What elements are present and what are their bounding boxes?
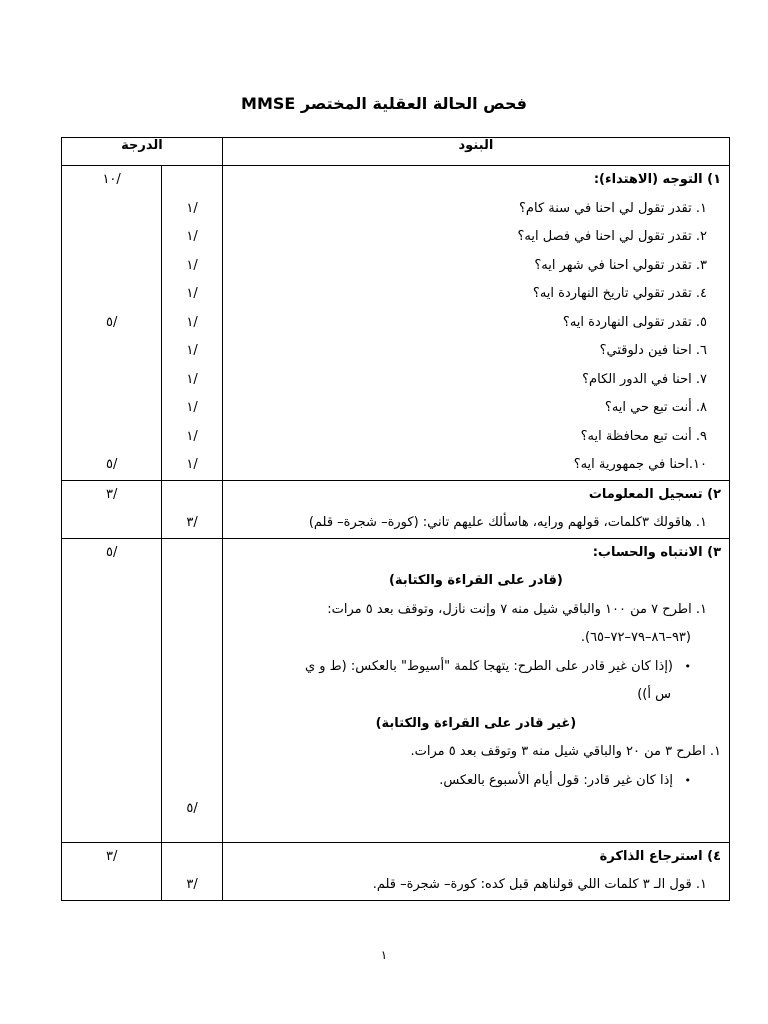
item-score: /٣ — [186, 877, 198, 892]
item-score: /١ — [186, 257, 198, 273]
section-heading: ٢) تسجيل المعلومات — [588, 486, 721, 502]
section-heading: ١) التوجه (الاهتداء): — [593, 172, 721, 187]
subtotal-score: /٥ — [105, 314, 118, 330]
section-score: /٣ — [105, 848, 118, 864]
item-score: /١ — [186, 343, 198, 358]
list-item: ١. قول الـ ٣ كلمات اللي قولناهم قبل كده: كورة– شجرة– قلم. — [372, 877, 707, 892]
item-score: /٣ — [186, 515, 198, 530]
list-item: ٩. أنت تبع محافظة ايه؟ — [580, 428, 707, 444]
list-item: ١. هاقولك ٣كلمات، قولهم ورايه، هاسألك عليهم تاني: (كورة– شجرة– قلم) — [308, 515, 707, 530]
bullet-item: • (إذا كان غير قادر على الطرح: يتهجا كلمة "أسيوط" بالعكس: (ط و ي — [223, 653, 729, 682]
section-heading: ٤) استرجاع الذاكرة — [599, 848, 721, 864]
literate-heading: (قادر على القراءة والكتابة) — [388, 573, 563, 588]
item-score: /١ — [186, 286, 198, 301]
illiterate-heading: (غير قادر على القراءة والكتابة) — [375, 715, 577, 731]
bullet-item: • إذا كان غير قادر: قول أيام الأسبوع بالعكس. — [223, 767, 729, 796]
page-number: ١ — [380, 948, 388, 962]
list-item: ٦. احنا فين دلوقتي؟ — [599, 343, 707, 358]
section-heading: ٣) الانتباه والحساب: — [592, 544, 721, 560]
item-score: /١ — [186, 200, 198, 216]
item-score: /١ — [186, 229, 198, 244]
section-attention — [62, 538, 730, 842]
list-item: ٣. تقدر تقولي احنا في شهر ايه؟ — [534, 257, 707, 273]
section-score: /١٠ — [102, 172, 121, 187]
item-score: /٥ — [186, 801, 198, 816]
subtotal-score: /٥ — [105, 457, 118, 472]
list-item: ٥. تقدر تقولى النهاردة ايه؟ — [562, 314, 707, 330]
section-orientation — [62, 166, 730, 481]
list-item: ١. اطرح ٣ من ٢٠ والباقي شيل منه ٣ وتوقف بعد ٥ مرات. — [410, 744, 721, 759]
item-score: /١ — [186, 400, 198, 415]
list-item: ٤. تقدر تقولي تاريخ النهاردة ايه؟ — [532, 286, 707, 301]
list-item: ٧. احنا في الدور الكام؟ — [582, 371, 707, 387]
section-registration — [62, 480, 730, 538]
section-recall — [62, 842, 730, 900]
bullet-icon — [673, 773, 691, 788]
table-header-row — [62, 138, 730, 166]
item-score: /١ — [186, 371, 198, 387]
item-score: /١ — [186, 457, 198, 472]
section-score: /٥ — [105, 544, 118, 560]
list-item: ٨. أنت تبع حي ايه؟ — [604, 400, 707, 415]
list-item: ١. تقدر تقول لي احنا في سنة كام؟ — [519, 200, 707, 216]
page-title: فحص الحالة العقلية المختصر MMSE — [241, 94, 527, 113]
series-text: (٩٣–٨٦–٧٩–٧٢–٦٥). — [580, 630, 691, 645]
list-item: ١. اطرح ٧ من ١٠٠ والباقي شيل منه ٧ وإنت نازل، وتوقف بعد ٥ مرات: — [327, 601, 707, 617]
items-header: البنود — [222, 138, 729, 166]
item-score: /١ — [186, 428, 198, 444]
list-item: ١٠.احنا في جمهورية ايه؟ — [573, 457, 707, 472]
score-header: الدرجة — [62, 138, 223, 166]
bullet-icon — [673, 659, 691, 674]
mmse-table — [61, 137, 730, 901]
section-score: /٣ — [105, 486, 118, 502]
list-item: ٢. تقدر تقول لي احنا في فصل ايه؟ — [517, 229, 707, 244]
item-score: /١ — [186, 314, 198, 330]
bullet-continuation: س أ)) — [637, 687, 671, 702]
